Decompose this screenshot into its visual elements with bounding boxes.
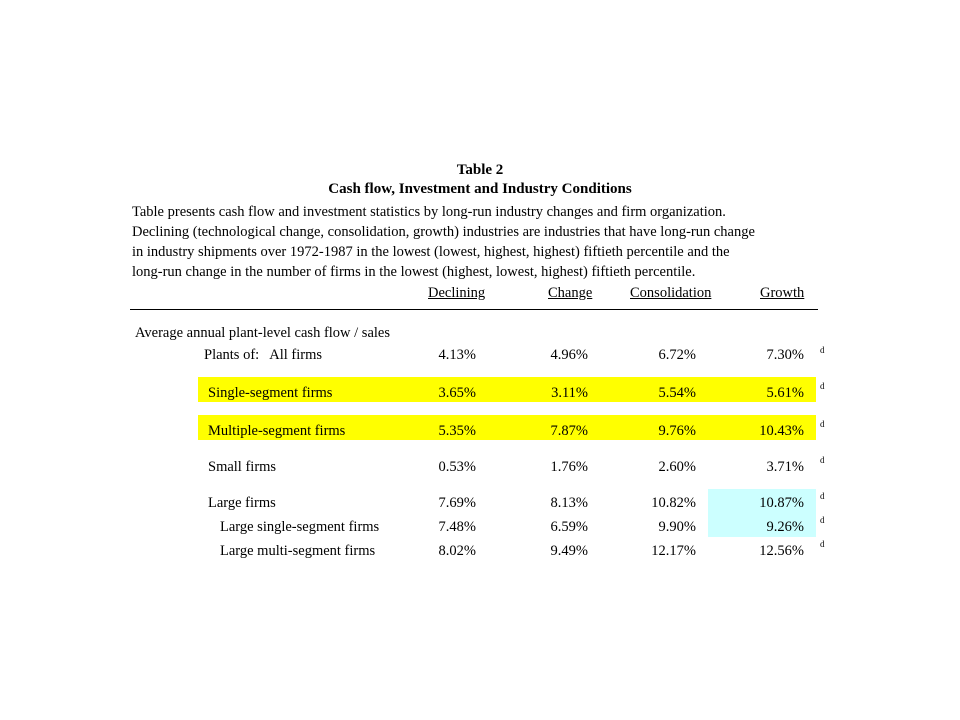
cell-large-firms-growth: 10.87% xyxy=(759,495,804,511)
header-rule xyxy=(130,309,818,310)
row-label-single-segment: Single-segment firms xyxy=(208,385,333,401)
cell-small-firms-growth: 3.71% xyxy=(766,459,804,475)
cell-multiple-segment-change: 7.87% xyxy=(550,423,588,439)
cell-large-firms-declining: 7.69% xyxy=(438,495,476,511)
cell-large-firms-consolidation: 10.82% xyxy=(651,495,696,511)
table-number: Table 2 xyxy=(456,162,504,178)
cell-large-single-segment-change: 6.59% xyxy=(550,519,588,535)
cell-single-segment-growth: 5.61% xyxy=(766,385,804,401)
row-label-large-multi-segment: Large multi-segment firms xyxy=(220,543,376,559)
cell-all-firms-consolidation: 6.72% xyxy=(658,347,696,363)
column-header-consolidation: Consolidation xyxy=(630,285,712,301)
row-label-large-single-segment: Large single-segment firms xyxy=(220,519,380,535)
column-header-declining: Declining xyxy=(428,285,486,301)
column-header-change: Change xyxy=(548,285,593,301)
row-label-small-firms: Small firms xyxy=(208,459,277,475)
section-label: Average annual plant-level cash flow / sales xyxy=(135,325,390,341)
cell-large-single-segment-declining: 7.48% xyxy=(438,519,476,535)
cell-small-firms-declining: 0.53% xyxy=(438,459,476,475)
cell-multiple-segment-consolidation: 9.76% xyxy=(658,423,696,439)
cell-all-firms-change: 4.96% xyxy=(550,347,588,363)
cell-single-segment-consolidation: 5.54% xyxy=(658,385,696,401)
cell-single-segment-declining: 3.65% xyxy=(438,385,476,401)
cell-small-firms-change: 1.76% xyxy=(550,459,588,475)
cell-large-firms-change: 8.13% xyxy=(550,495,588,511)
note-marker: d xyxy=(820,539,825,549)
cell-single-segment-change: 3.11% xyxy=(551,385,588,401)
cell-large-single-segment-growth: 9.26% xyxy=(766,519,804,535)
note-marker: d xyxy=(820,381,825,391)
cell-large-multi-segment-declining: 8.02% xyxy=(438,543,476,559)
note-marker: d xyxy=(820,455,825,465)
cell-small-firms-consolidation: 2.60% xyxy=(658,459,696,475)
description-line-1: Table presents cash flow and investment statistics by long-run industry changes and firm organization. xyxy=(132,204,726,220)
description-line-2: Declining (technological change, consolidation, growth) industries are industries that have long-run change xyxy=(132,224,755,240)
cell-large-single-segment-consolidation: 9.90% xyxy=(658,519,696,535)
row-label-large-firms: Large firms xyxy=(208,495,276,511)
note-marker: d xyxy=(820,419,825,429)
cell-all-firms-growth: 7.30% xyxy=(766,347,804,363)
cell-large-multi-segment-growth: 12.56% xyxy=(759,543,804,559)
cell-large-multi-segment-consolidation: 12.17% xyxy=(651,543,696,559)
description-line-4: long-run change in the number of firms in the lowest (highest, lowest, highest) fiftieth percentile. xyxy=(132,264,696,280)
cell-multiple-segment-declining: 5.35% xyxy=(438,423,476,439)
note-marker: d xyxy=(820,515,825,525)
row-label-multiple-segment: Multiple-segment firms xyxy=(208,423,346,439)
cell-multiple-segment-growth: 10.43% xyxy=(759,423,804,439)
column-header-growth: Growth xyxy=(760,285,805,301)
cell-all-firms-declining: 4.13% xyxy=(438,347,476,363)
note-marker: d xyxy=(820,345,825,355)
row-label-all-firms: Plants of: All firms xyxy=(204,347,323,363)
note-marker: d xyxy=(820,491,825,501)
table-title: Cash flow, Investment and Industry Conditions xyxy=(328,181,632,197)
cell-large-multi-segment-change: 9.49% xyxy=(550,543,588,559)
description-line-3: in industry shipments over 1972-1987 in the lowest (lowest, highest, highest) fiftieth percentile and the xyxy=(132,244,730,260)
